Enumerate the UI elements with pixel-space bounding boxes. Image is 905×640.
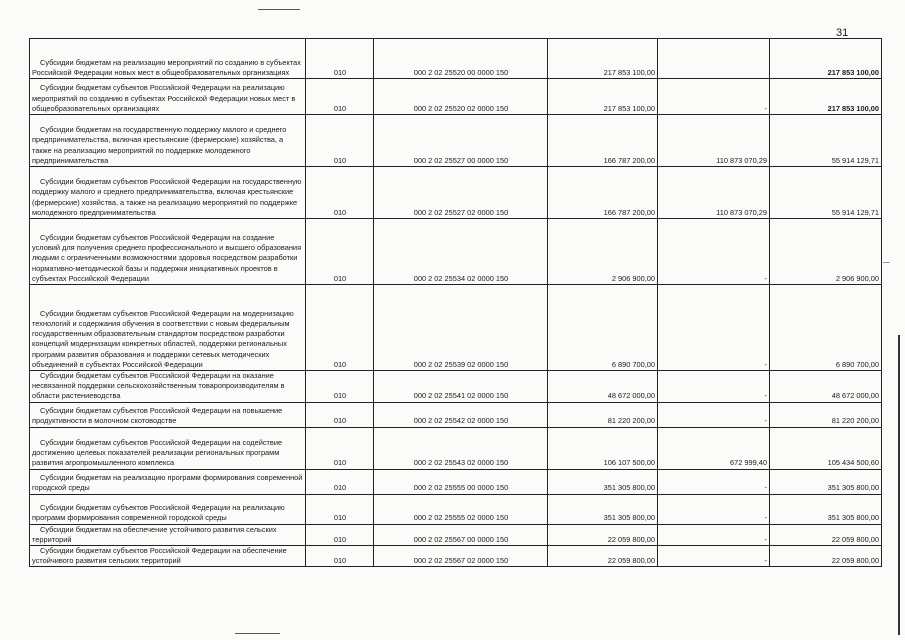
row-executed: -: [658, 546, 770, 567]
row-remain: 81 220 200,00: [770, 402, 882, 427]
table-row: [30, 469, 882, 494]
top-scan-line: [258, 9, 300, 10]
row-remain: 105 434 500,60: [770, 427, 882, 469]
row-budget-code: 000 2 02 25527 00 0000 150: [374, 115, 548, 167]
scan-speck: [883, 262, 890, 263]
row-budget-code: 000 2 02 25520 02 0000 150: [374, 79, 548, 115]
table-row: [30, 402, 882, 427]
table-row: [30, 167, 882, 219]
row-name: Субсидии бюджетам на обеспечение устойчивого развития сельских территорий: [30, 524, 306, 545]
row-name: Субсидии бюджетам субъектов Российской Федерации на модернизацию технологий и содержания обучения в соответствии с новым федеральным государственным образовательным стандартом посредством разработки концепций модернизации конкретных областей, поддержки региональных программ развития образования и поддержки сетевых методических объединений в субъектах Российской Федерации: [30, 285, 306, 371]
row-code: 010: [306, 371, 374, 403]
table-row: [30, 371, 882, 403]
row-executed: 110 873 070,29: [658, 167, 770, 219]
row-executed: -: [658, 371, 770, 403]
row-name: Субсидии бюджетам субъектов Российской Федерации на реализацию мероприятий по созданию в субъектах Российской Федерации новых мест в общеобразовательных организациях: [30, 79, 306, 115]
row-approved: 351 305 800,00: [548, 469, 658, 494]
row-executed: -: [658, 402, 770, 427]
row-executed: -: [658, 285, 770, 371]
row-budget-code: 000 2 02 25567 02 0000 150: [374, 546, 548, 567]
row-remain: 48 672 000,00: [770, 371, 882, 403]
row-code: 010: [306, 469, 374, 494]
row-remain: 351 305 800,00: [770, 494, 882, 524]
row-approved: 81 220 200,00: [548, 402, 658, 427]
row-code: 010: [306, 115, 374, 167]
row-remain: 351 305 800,00: [770, 469, 882, 494]
row-executed: [658, 39, 770, 79]
row-executed: -: [658, 524, 770, 545]
row-code: 010: [306, 79, 374, 115]
bottom-scan-line: [235, 633, 280, 634]
scan-edge: [898, 335, 900, 635]
row-budget-code: 000 2 02 25541 02 0000 150: [374, 371, 548, 403]
row-code: 010: [306, 219, 374, 285]
budget-table: [29, 38, 882, 567]
table-row: [30, 427, 882, 469]
table-row: [30, 285, 882, 371]
row-approved: 22 059 800,00: [548, 524, 658, 545]
row-executed: 672 999,40: [658, 427, 770, 469]
row-name: Субсидии бюджетам субъектов Российской Федерации на содействие достижению целевых показателей реализации региональных программ развития агропромышленного комплекса: [30, 427, 306, 469]
table-row: [30, 39, 882, 79]
row-executed: -: [658, 494, 770, 524]
row-budget-code: 000 2 02 25520 00 0000 150: [374, 39, 548, 79]
row-name: Субсидии бюджетам на государственную поддержку малого и среднего предпринимательства, включая крестьянские (фермерские) хозяйства, а также на реализацию мероприятий по поддержке молодежного предпринимательства: [30, 115, 306, 167]
row-name: Субсидии бюджетам на реализацию программ формирования современной городской среды: [30, 469, 306, 494]
row-budget-code: 000 2 02 25555 00 0000 150: [374, 469, 548, 494]
row-code: 010: [306, 39, 374, 79]
row-remain: 55 914 129,71: [770, 115, 882, 167]
row-executed: 110 873 070,29: [658, 115, 770, 167]
row-approved: 6 890 700,00: [548, 285, 658, 371]
row-code: 010: [306, 427, 374, 469]
row-remain: 217 853 100,00: [770, 39, 882, 79]
row-code: 010: [306, 494, 374, 524]
row-name: Субсидии бюджетам субъектов Российской Федерации на повышение продуктивности в молочном скотоводстве: [30, 402, 306, 427]
row-executed: -: [658, 219, 770, 285]
row-executed: -: [658, 79, 770, 115]
row-budget-code: 000 2 02 25542 02 0000 150: [374, 402, 548, 427]
row-approved: 217 853 100,00: [548, 79, 658, 115]
row-budget-code: 000 2 02 25567 00 0000 150: [374, 524, 548, 545]
page-number: 31: [836, 27, 849, 39]
row-remain: 22 059 800,00: [770, 524, 882, 545]
row-approved: 217 853 100,00: [548, 39, 658, 79]
row-approved: 22 059 800,00: [548, 546, 658, 567]
row-name: Субсидии бюджетам субъектов Российской Федерации на государственную поддержку малого и среднего предпринимательства, включая крестьянские (фермерские) хозяйства, а также на реализацию мероприятий по поддержке молодежного предпринимательства: [30, 167, 306, 219]
table-row: [30, 524, 882, 545]
row-approved: 2 906 900,00: [548, 219, 658, 285]
row-budget-code: 000 2 02 25555 02 0000 150: [374, 494, 548, 524]
row-code: 010: [306, 285, 374, 371]
row-budget-code: 000 2 02 25539 02 0000 150: [374, 285, 548, 371]
row-code: 010: [306, 167, 374, 219]
row-remain: 217 853 100,00: [770, 79, 882, 115]
table-row: [30, 79, 882, 115]
table-row: [30, 219, 882, 285]
row-budget-code: 000 2 02 25534 02 0000 150: [374, 219, 548, 285]
row-code: 010: [306, 524, 374, 545]
row-remain: 2 906 900,00: [770, 219, 882, 285]
row-remain: 6 890 700,00: [770, 285, 882, 371]
row-approved: 48 672 000,00: [548, 371, 658, 403]
row-approved: 166 787 200,00: [548, 167, 658, 219]
row-approved: 166 787 200,00: [548, 115, 658, 167]
table-row: [30, 494, 882, 524]
row-code: 010: [306, 402, 374, 427]
row-name: Субсидии бюджетам субъектов Российской Федерации на создание условий для получения среднего профессионального и высшего образования людьми с ограниченными возможностями здоровья посредством разработки нормативно-методической базы и поддержки инициативных проектов в субъектах Российской Федерации: [30, 219, 306, 285]
row-name: Субсидии бюджетам субъектов Российской Федерации на реализацию программ формирования современной городской среды: [30, 494, 306, 524]
row-budget-code: 000 2 02 25543 02 0000 150: [374, 427, 548, 469]
row-executed: -: [658, 469, 770, 494]
table-row: [30, 546, 882, 567]
table-row: [30, 115, 882, 167]
row-approved: 351 305 800,00: [548, 494, 658, 524]
row-remain: 22 059 800,00: [770, 546, 882, 567]
row-remain: 55 914 129,71: [770, 167, 882, 219]
row-approved: 106 107 500,00: [548, 427, 658, 469]
row-name: Субсидии бюджетам субъектов Российской Федерации на обеспечение устойчивого развития сельских территорий: [30, 546, 306, 567]
row-name: Субсидии бюджетам на реализацию мероприятий по созданию в субъектах Российской Федерации новых мест в общеобразовательных организациях: [30, 39, 306, 79]
row-name: Субсидии бюджетам субъектов Российской Федерации на оказание несвязанной поддержки сельскохозяйственным товаропроизводителям в области растениеводства: [30, 371, 306, 403]
row-budget-code: 000 2 02 25527 02 0000 150: [374, 167, 548, 219]
row-code: 010: [306, 546, 374, 567]
